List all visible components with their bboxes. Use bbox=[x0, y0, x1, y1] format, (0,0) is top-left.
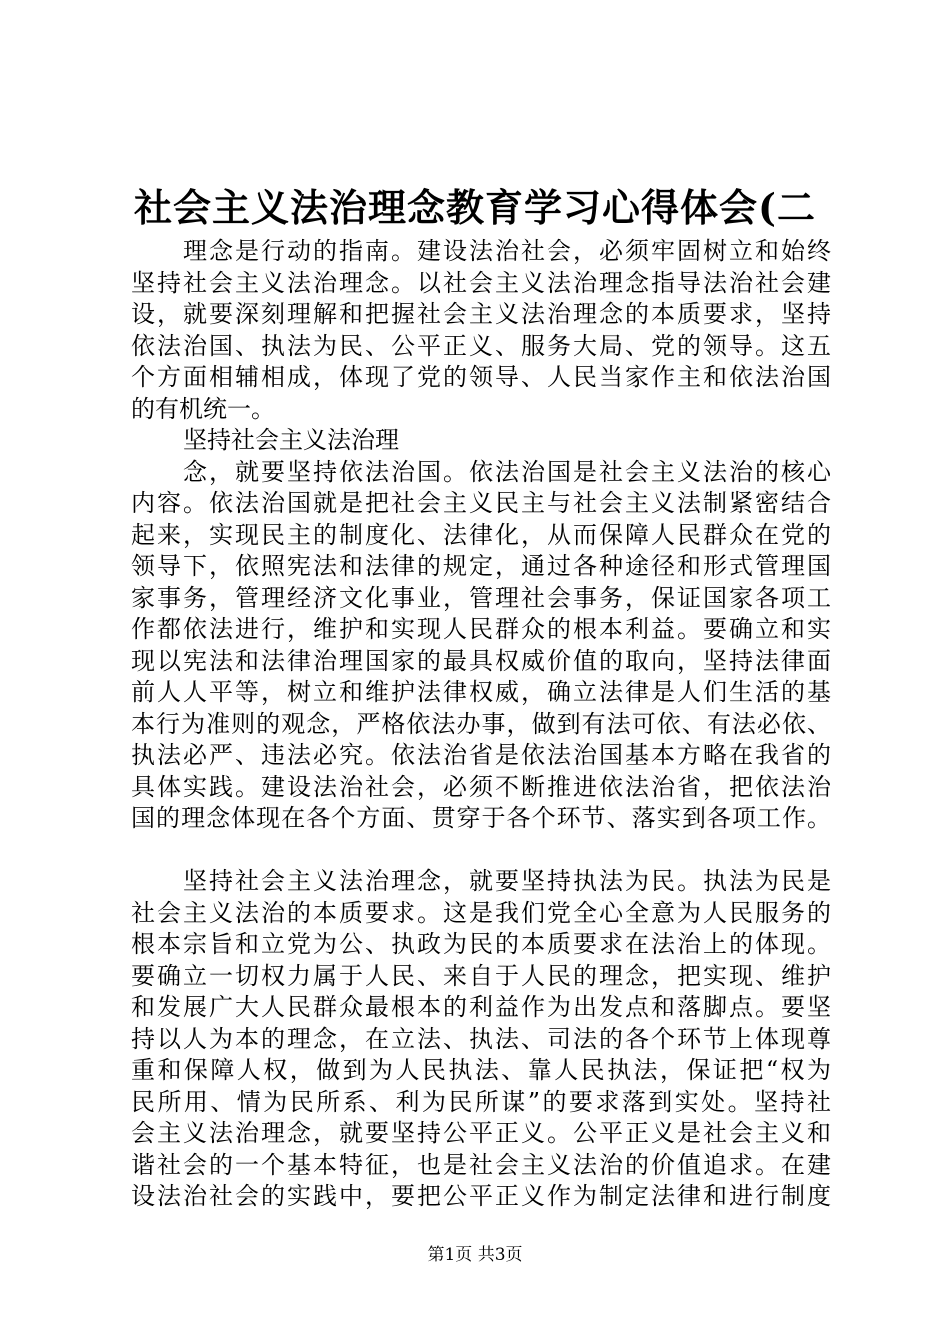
text-line: 内容。依法治国就是把社会主义民主与社会主义法制紧密结合 bbox=[131, 489, 831, 517]
text-line: 领导下，依照宪法和法律的规定，通过各种途径和形式管理国 bbox=[131, 552, 831, 580]
text-line: 作都依法进行，维护和实现人民群众的根本利益。要确立和实 bbox=[131, 615, 831, 643]
text-line: 设，就要深刻理解和把握社会主义法治理念的本质要求，坚持 bbox=[131, 300, 831, 328]
text-line: 民所用、情为民所系、利为民所谋”的要求落到实处。坚持社 bbox=[131, 1087, 831, 1116]
document-title: 社会主义法治理念教育学习心得体会(二 bbox=[134, 185, 816, 230]
text-line: 具体实践。建设法治社会，必须不断推进依法治省，把依法治 bbox=[131, 772, 831, 801]
text-line: 设法治社会的实践中，要把公平正义作为制定法律和进行制度 bbox=[131, 1182, 831, 1210]
text-line: 重和保障人权，做到为人民执法、靠人民执法，保证把“权为 bbox=[131, 1056, 831, 1084]
text-line: 依法治国、执法为民、公平正义、服务大局、党的领导。这五 bbox=[131, 331, 831, 360]
text-line: 社会主义法治的本质要求。这是我们党全心全意为人民服务的 bbox=[131, 898, 831, 927]
page-footer: 第1页 共3页 bbox=[427, 1245, 523, 1265]
text-line: 谐社会的一个基本特征，也是社会主义法治的价值追求。在建 bbox=[131, 1150, 831, 1179]
text-line: 国的理念体现在各个方面、贯穿于各个环节、落实到各项工作。 bbox=[131, 804, 831, 832]
text-line: 本行为准则的观念，严格依法办事，做到有法可依、有法必依、 bbox=[131, 709, 831, 738]
text-line: 坚持社会主义法治理念。以社会主义法治理念指导法治社会建 bbox=[131, 268, 831, 297]
text-line: 根本宗旨和立党为公、执政为民的本质要求在法治上的体现。 bbox=[131, 930, 831, 958]
text-line: 和发展广大人民群众最根本的利益作为出发点和落脚点。要坚 bbox=[131, 993, 831, 1021]
text-line: 的有机统一。 bbox=[131, 394, 275, 423]
text-line: 前人人平等，树立和维护法律权威，确立法律是人们生活的基 bbox=[131, 678, 831, 706]
text-line: 会主义法治理念，就要坚持公平正义。公平正义是社会主义和 bbox=[131, 1119, 831, 1147]
text-line: 家事务，管理经济文化事业，管理社会事务，保证国家各项工 bbox=[131, 583, 831, 612]
paragraph-spacer bbox=[131, 835, 831, 867]
text-line: 起来，实现民主的制度化、法律化，从而保障人民群众在党的 bbox=[131, 520, 831, 549]
text-line: 执法必严、违法必究。依法治省是依法治国基本方略在我省的 bbox=[131, 741, 831, 769]
text-line: 理念是行动的指南。建设法治社会，必须牢固树立和始终 bbox=[183, 237, 831, 265]
text-line: 坚持社会主义法治理念，就要坚持执法为民。执法为民是 bbox=[183, 867, 831, 895]
document-body bbox=[131, 236, 831, 1213]
text-line: 持以人为本的理念，在立法、执法、司法的各个环节上体现尊 bbox=[131, 1024, 831, 1053]
text-line: 现以宪法和法律治理国家的最具权威价值的取向，坚持法律面 bbox=[131, 646, 831, 675]
text-line: 要确立一切权力属于人民、来自于人民的理念，把实现、维护 bbox=[131, 961, 831, 990]
text-line: 个方面相辅相成，体现了党的领导、人民当家作主和依法治国 bbox=[131, 363, 831, 391]
text-line: 坚持社会主义法治理 bbox=[183, 426, 399, 454]
text-line: 念，就要坚持依法治国。依法治国是社会主义法治的核心 bbox=[183, 457, 831, 486]
